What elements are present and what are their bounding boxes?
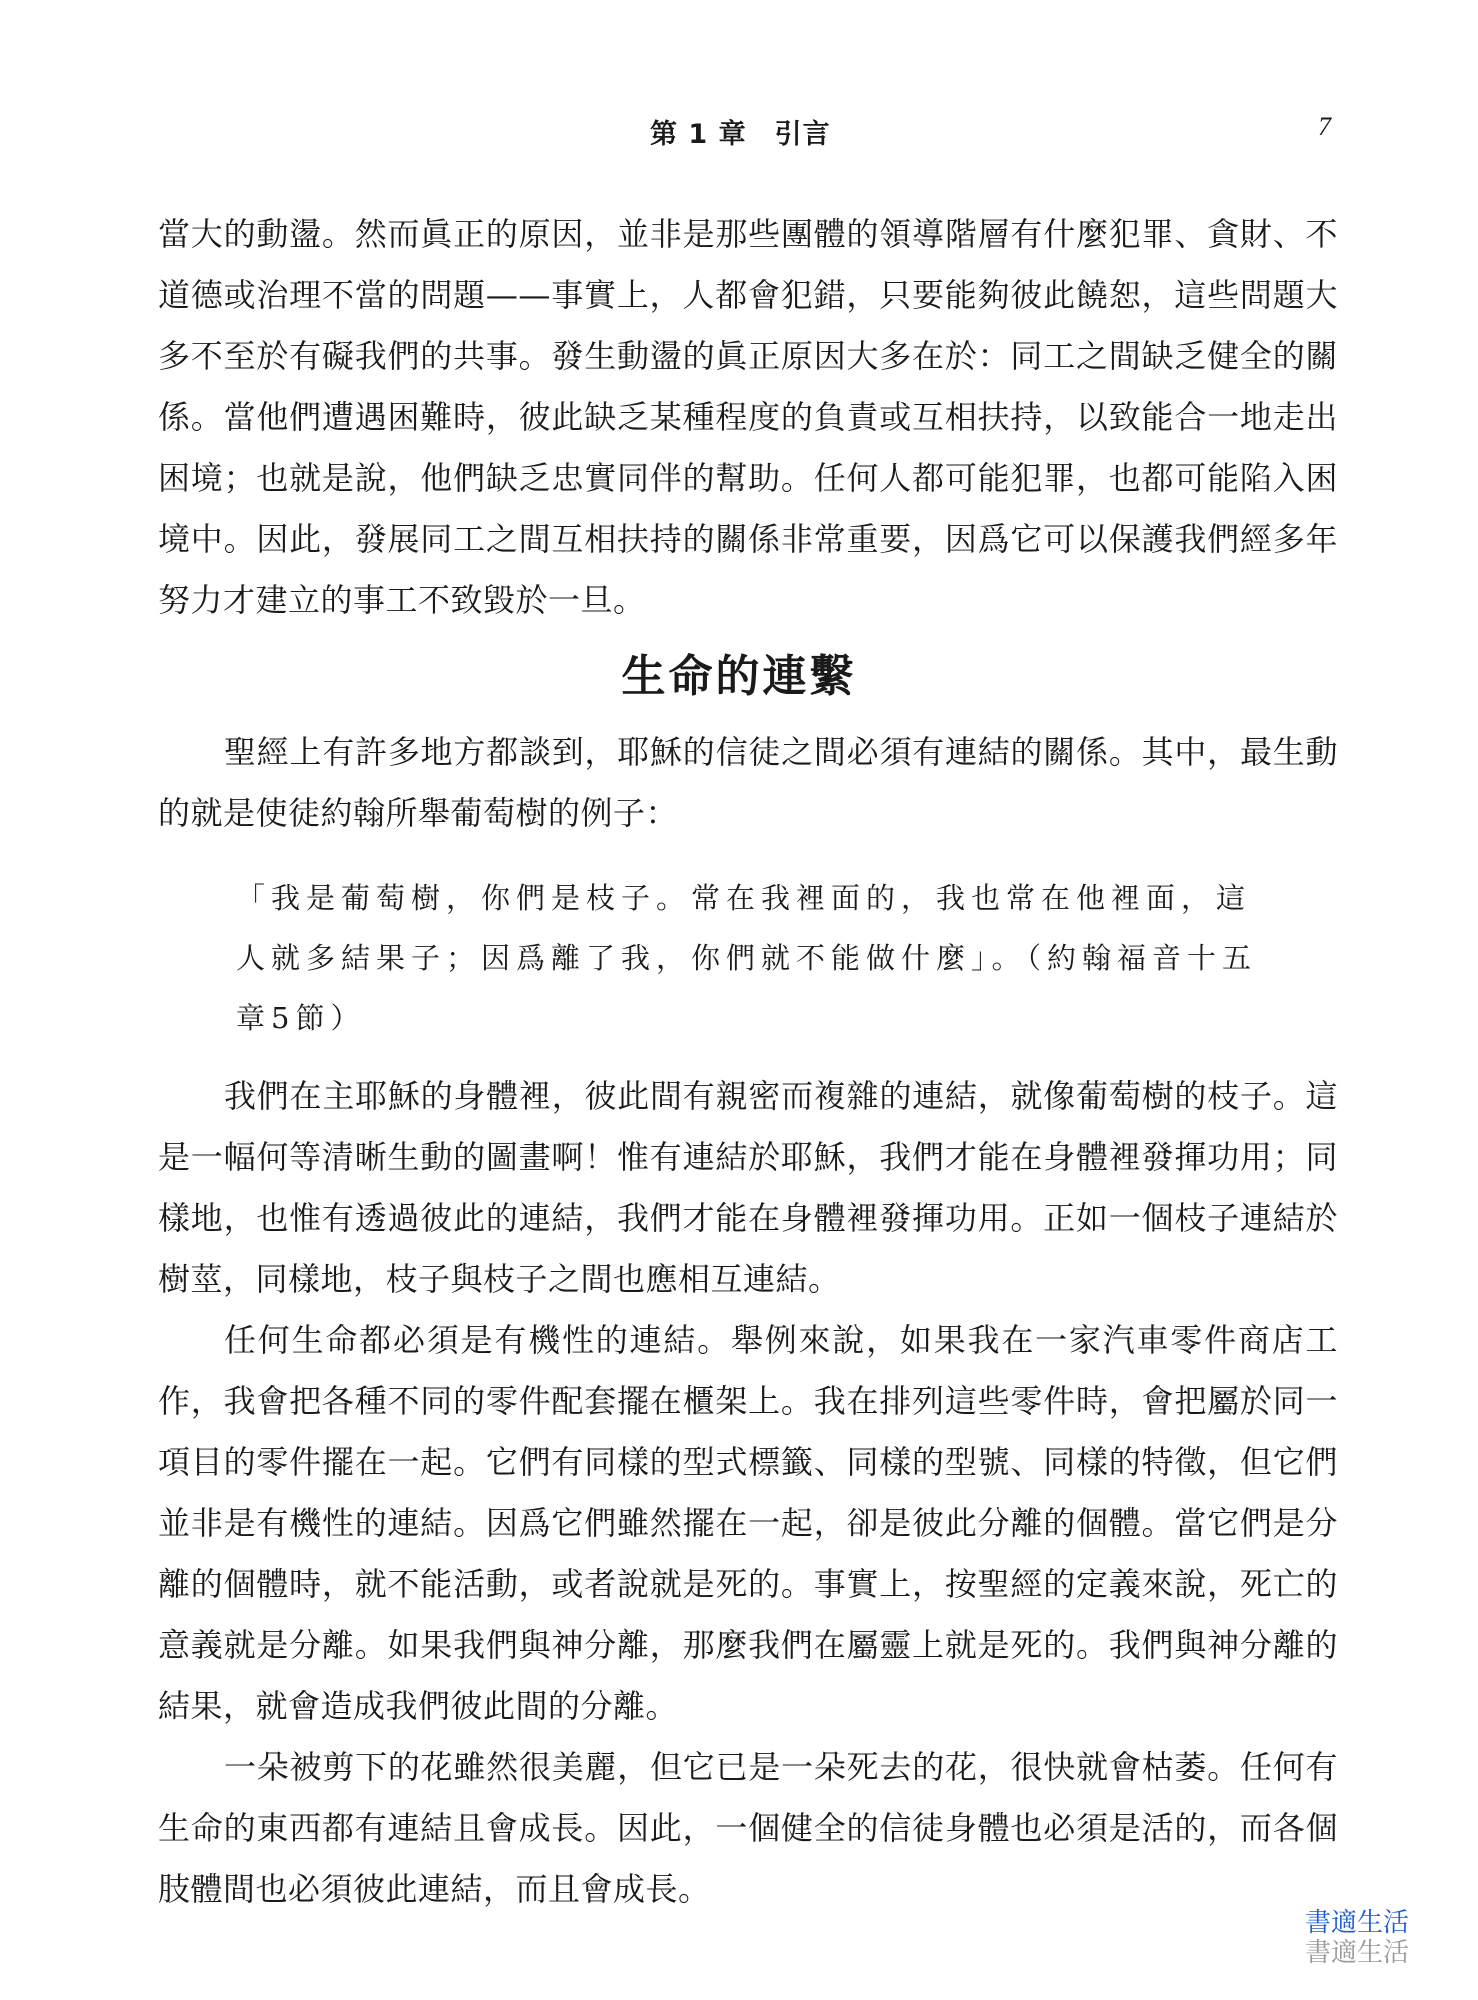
body-paragraph-2: 任何生命都必須是有機性的連結。舉例來說，如果我在一家汽車零件商店工作，我會把各種不同的零件配套擺在櫃架上。我在排列這些零件時，會把屬於同一項目的零件擺在一起。它們有同樣的型式標籤、同樣的型號、同樣的特徵，但它們並非是有機性的連結。因爲它們雖然擺在一起，卻是彼此分離的個體。當它們是分離的個體時，就不能活動，或者說就是死的。事實上，按聖經的定義來說，死亡的意義就是分離。如果我們與神分離，那麼我們在屬靈上就是死的。我們與神分離的結果，就會造成我們彼此間的分離。 [158,1321,1338,1725]
publisher-watermark [1305,1908,1445,1968]
scripture-quote: 「我是葡萄樹，你們是枝子。常在我裡面的，我也常在他裡面，這人就多結果子；因爲離了我，你們就不能做什麼」。（約翰福音十五章5節） [236,881,1258,1035]
watermark-line-2: 書適生活 [1305,1938,1410,1968]
watermark-line-1: 書適生活 [1305,1908,1410,1938]
lead-text [158,722,1338,844]
page-number: 7 [1318,112,1331,141]
intro-text [158,204,1338,631]
intro-paragraph: 當大的動盪。然而眞正的原因，並非是那些團體的領導階層有什麼犯罪、貪財、不道德或治理不當的問題——事實上，人都會犯錯，只要能夠彼此饒恕，這些問題大多不至於有礙我們的共事。發生動盪的眞正原因大多在於：同工之間缺乏健全的關係。當他們遭遇困難時，彼此缺乏某種程度的負責或互相扶持，以致能合一地走出困境；也就是說，他們缺乏忠實同伴的幫助。任何人都可能犯罪，也都可能陷入困境中。因此，發展同工之間互相扶持的關係非常重要，因爲它可以保護我們經多年努力才建立的事工不致毀於一旦。 [158,215,1338,619]
body-paragraph-1: 我們在主耶穌的身體裡，彼此間有親密而複雜的連結，就像葡萄樹的枝子。這是一幅何等清晰生動的圖畫啊！惟有連結於耶穌，我們才能在身體裡發揮功用；同樣地，也惟有透過彼此的連結，我們才能在身體裡發揮功用。正如一個枝子連結於樹莖，同樣地，枝子與枝子之間也應相互連結。 [158,1077,1338,1298]
chapter-title: 第 1 章 引言 [650,119,831,150]
body-paragraph-3: 一朵被剪下的花雖然很美麗，但它已是一朵死去的花，很快就會枯萎。任何有生命的東西都有連結且會成長。因此，一個健全的信徒身體也必須是活的，而各個肢體間也必須彼此連結，而且會成長。 [158,1748,1338,1908]
lead-paragraph: 聖經上有許多地方都談到，耶穌的信徒之間必須有連結的關係。其中，最生動的就是使徒約翰所舉葡萄樹的例子： [158,733,1338,832]
running-head [0,112,1478,162]
main-text [158,1066,1338,1920]
section-heading: 生命的連繫 [621,651,857,702]
